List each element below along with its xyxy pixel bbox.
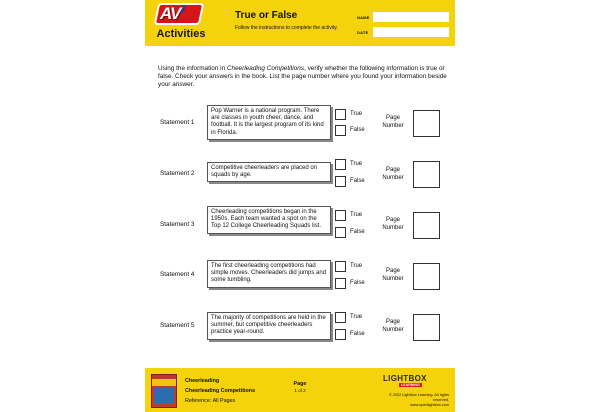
true-checkbox[interactable] bbox=[335, 210, 346, 221]
book-cover-thumbnail bbox=[151, 374, 177, 408]
page-number-label bbox=[380, 166, 406, 182]
book-title-ref: Cheerleading Competitions bbox=[226, 65, 305, 72]
number-word: Number bbox=[382, 276, 404, 282]
page-word: Page bbox=[385, 115, 400, 121]
statement-text: Pop Warner is a national program. There are classes in youth cheer, dance, and football. It is the largest program of its kind in Florida. bbox=[207, 105, 331, 140]
instructions bbox=[158, 65, 450, 89]
website-link[interactable]: www.openlightbox.com bbox=[410, 403, 449, 407]
page-word: Page bbox=[385, 319, 400, 325]
page-title: True or False bbox=[235, 10, 298, 21]
date-field[interactable] bbox=[373, 27, 449, 37]
name-label: NAME bbox=[357, 15, 370, 20]
false-label: False bbox=[350, 280, 365, 286]
statement-row-3 bbox=[145, 206, 455, 250]
statement-label: Statement 4 bbox=[160, 271, 195, 278]
statement-text: The majority of competitions are held in the summer, but competitive cheerleaders practice year-round. bbox=[207, 312, 331, 340]
lightbox-logo-sub: LEARNING bbox=[401, 383, 420, 387]
false-checkbox[interactable] bbox=[335, 176, 346, 187]
statement-label: Statement 5 bbox=[160, 322, 195, 329]
true-checkbox[interactable] bbox=[335, 312, 346, 323]
footer-band bbox=[145, 368, 455, 412]
false-checkbox[interactable] bbox=[335, 227, 346, 238]
footer-book-title: Cheerleading Competitions bbox=[185, 388, 256, 394]
cover-title-band bbox=[152, 379, 176, 386]
footer-series: Cheerleading bbox=[185, 378, 220, 384]
page-number-label bbox=[380, 267, 406, 283]
true-checkbox[interactable] bbox=[335, 159, 346, 170]
page-number-box[interactable] bbox=[413, 263, 440, 290]
footer-reference: Reference: All Pages bbox=[185, 398, 236, 404]
number-word: Number bbox=[382, 327, 404, 333]
true-checkbox[interactable] bbox=[335, 261, 346, 272]
page-number-box[interactable] bbox=[413, 314, 440, 341]
false-label: False bbox=[350, 178, 365, 184]
false-checkbox[interactable] bbox=[335, 125, 346, 136]
statement-row-5 bbox=[145, 312, 455, 356]
true-checkbox[interactable] bbox=[335, 109, 346, 120]
false-label: False bbox=[350, 127, 365, 133]
page-number-label bbox=[380, 318, 406, 334]
page-indicator bbox=[289, 381, 311, 394]
statement-row-4 bbox=[145, 260, 455, 304]
page-number-box[interactable] bbox=[413, 161, 440, 188]
statement-row-1 bbox=[145, 105, 455, 149]
statement-text: The first cheerleading competitions had simple moves. Cheerleaders did jumps and some tumbling. bbox=[207, 260, 331, 288]
av2-logo bbox=[152, 3, 208, 43]
page-number-label bbox=[380, 114, 406, 130]
true-label: True bbox=[350, 263, 363, 269]
page-number-box[interactable] bbox=[413, 212, 440, 239]
statement-label: Statement 3 bbox=[160, 221, 195, 228]
number-word: Number bbox=[382, 123, 404, 129]
page-word: Page bbox=[385, 217, 400, 223]
copyright-text: © 2022 Lightbox Learning. All rights reserved. bbox=[388, 393, 449, 402]
statement-text: Competitive cheerleaders are placed on squads by age. bbox=[207, 162, 331, 182]
cover-photo bbox=[154, 388, 174, 404]
false-checkbox[interactable] bbox=[335, 329, 346, 340]
statement-label: Statement 1 bbox=[160, 119, 195, 126]
page-indicator-value: 1 of 2 bbox=[294, 387, 306, 393]
true-label: True bbox=[350, 111, 363, 117]
statement-row-2 bbox=[145, 158, 455, 202]
logo-subtitle: Activities bbox=[156, 28, 206, 40]
page-number-box[interactable] bbox=[413, 110, 440, 137]
logo-text bbox=[160, 4, 185, 24]
copyright bbox=[375, 393, 449, 408]
number-word: Number bbox=[382, 175, 404, 181]
lightbox-logo: LIGHTBOX bbox=[383, 374, 427, 383]
logo-letters: AV bbox=[160, 4, 181, 23]
statement-text: Cheerleading competitions began in the 1950s. Each team wanted a spot on the Top 12 College Cheerleading Squads list. bbox=[207, 206, 331, 234]
statement-label: Statement 2 bbox=[160, 170, 195, 177]
false-label: False bbox=[350, 331, 365, 337]
logo-superscript: 2 bbox=[180, 4, 185, 16]
false-checkbox[interactable] bbox=[335, 278, 346, 289]
page-word: Page bbox=[385, 268, 400, 274]
page-word: Page bbox=[385, 167, 400, 173]
page-subtitle: Follow the instructions to complete the activity. bbox=[235, 25, 338, 31]
instructions-end: , verify whether the following information is true or false. Check your answers in the book. List the page number where you found your information beside your answer. bbox=[158, 65, 447, 88]
date-label: DATE bbox=[357, 30, 369, 35]
true-label: True bbox=[350, 212, 363, 218]
instructions-start: Using the information in bbox=[158, 65, 227, 72]
false-label: False bbox=[350, 229, 365, 235]
true-label: True bbox=[350, 161, 363, 167]
worksheet-page bbox=[145, 0, 455, 412]
true-label: True bbox=[350, 314, 363, 320]
number-word: Number bbox=[382, 225, 404, 231]
page-number-label bbox=[380, 216, 406, 232]
name-field[interactable] bbox=[373, 12, 449, 22]
page-indicator-label: Page bbox=[293, 381, 307, 387]
header-band bbox=[145, 0, 455, 46]
